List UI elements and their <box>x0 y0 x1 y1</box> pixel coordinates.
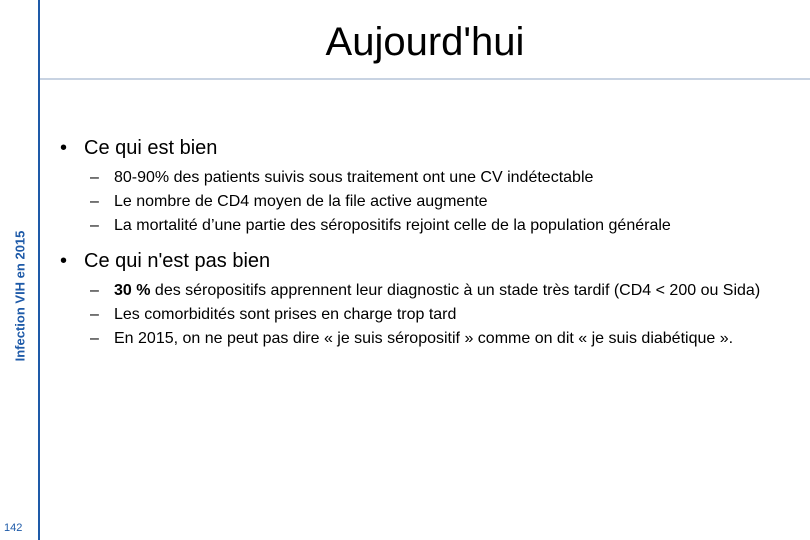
dash-icon: – <box>90 193 99 210</box>
list-item-text: Le nombre de CD4 moyen de la file active augmente <box>114 193 488 210</box>
sidebar-vertical-label: Infection VIH en 2015 <box>12 230 28 362</box>
dash-icon: – <box>90 217 99 234</box>
list-item <box>90 216 795 235</box>
list-item <box>90 281 795 300</box>
section-heading-text: Ce qui est bien <box>84 137 218 159</box>
sub-list <box>60 281 795 348</box>
dash-icon: – <box>90 306 99 323</box>
dash-icon: – <box>90 330 99 347</box>
section-heading <box>60 249 795 273</box>
bullet-icon: • <box>60 250 68 272</box>
bullet-icon: • <box>60 137 68 159</box>
dash-icon: – <box>90 169 99 186</box>
list-item-text <box>114 281 795 300</box>
title-divider <box>40 78 810 80</box>
list-item-text: Les comorbidités sont prises en charge trop tard <box>114 306 457 323</box>
section-heading <box>60 136 795 160</box>
list-item-text: La mortalité d’une partie des séropositifs rejoint celle de la population générale <box>114 217 671 234</box>
list-item <box>90 168 795 187</box>
slide-title: Aujourd'hui <box>325 20 525 64</box>
slide-content <box>60 136 795 362</box>
emphasis-text: 30 % <box>114 282 151 299</box>
list-item <box>90 305 795 324</box>
list-item-text: En 2015, on ne peut pas dire « je suis séropositif » comme on dit « je suis diabétique ». <box>114 330 734 347</box>
dash-icon: – <box>90 282 99 299</box>
page-number: 142 <box>4 522 23 534</box>
sidebar-divider <box>38 0 40 540</box>
list-item-rest-text: des séropositifs apprennent leur diagnostic à un stade très tardif (CD4 < 200 ou Sida) <box>150 282 761 299</box>
list-item <box>90 329 795 348</box>
list-item-text: 80-90% des patients suivis sous traitement ont une CV indétectable <box>114 169 594 186</box>
list-item <box>90 192 795 211</box>
section-heading-text: Ce qui n'est pas bien <box>84 250 271 272</box>
sub-list <box>60 168 795 235</box>
